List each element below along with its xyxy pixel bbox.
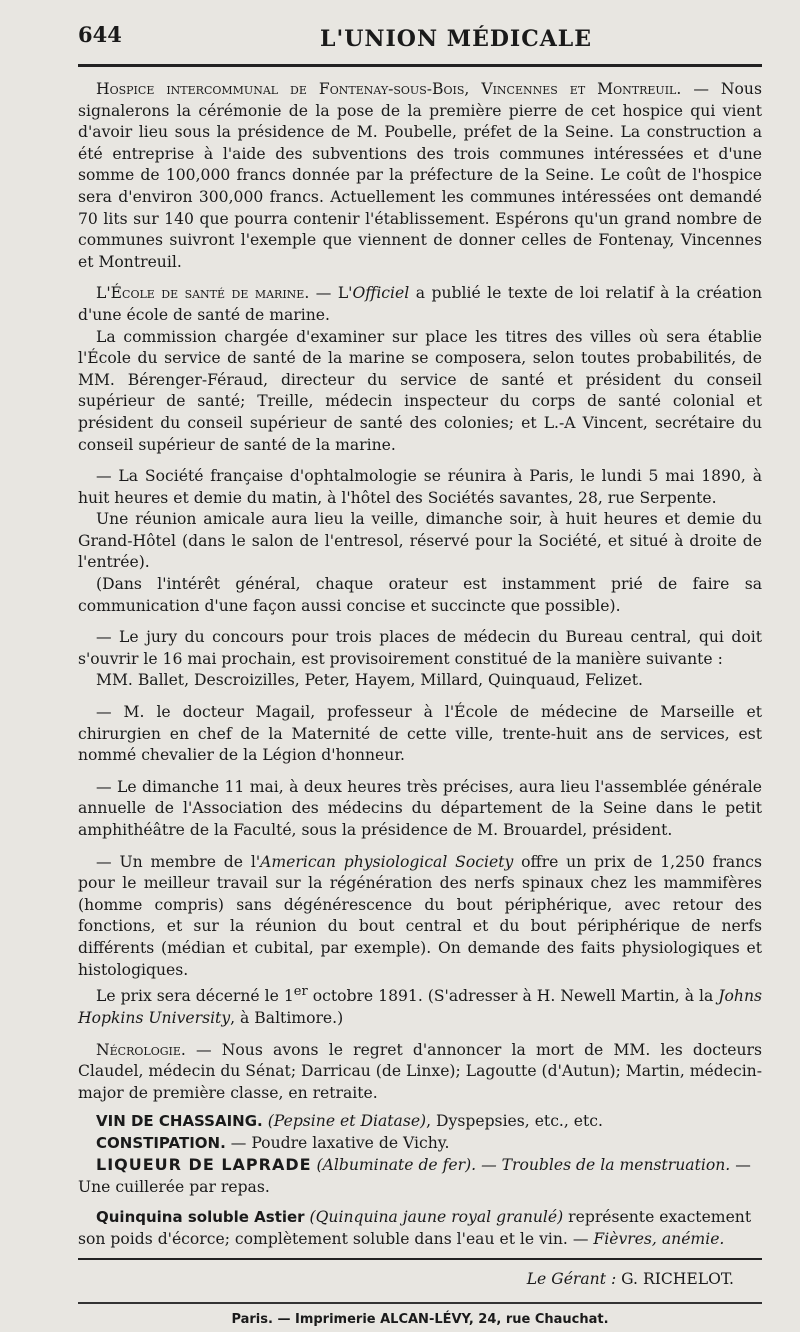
journal-title: L'UNION MÉDICALE — [320, 26, 593, 52]
magail-paragraph: — M. le docteur Magail, professeur à l'École de médecine de Marseille et chirurgien en chef de la Maternité de cette ville, trente-huit ans de services, est nommé chevalier de la Légion d'honneur. — [78, 703, 762, 765]
printer-rule — [78, 1302, 762, 1304]
hospice-paragraph — [78, 79, 762, 273]
interet-paragraph: (Dans l'intérêt général, chaque orateur est instamment prié de faire sa communication d'une façon aussi concise et succincte que possible). — [78, 575, 762, 615]
ad-chassaing-name: VIN DE CHASSAING. — [96, 1112, 263, 1131]
ecole-officiel: Officiel — [352, 284, 410, 303]
prix-paragraph — [78, 981, 762, 1029]
ad-chassaing — [78, 1110, 762, 1132]
prix-mid: octobre 1891. (S'adresser à H. Newell Martin, à la — [307, 987, 719, 1006]
ad-constipation — [78, 1132, 762, 1154]
ad-constipation-name: CONSTIPATION. — [96, 1134, 226, 1153]
ad-laprade — [78, 1154, 762, 1198]
ad-constipation-text: — Poudre laxative de Vichy. — [225, 1134, 450, 1153]
jury-names: MM. Ballet, Descroizilles, Peter, Hayem, Millard, Quinquaud, Felizet. — [96, 671, 643, 690]
ad-quinquina-text: représente exactement son poids d'écorce; complètement soluble dans l'eau et le vin. — — [78, 1208, 752, 1249]
necrologie-title: Nécrologie. — [96, 1040, 186, 1059]
ecole-text-pre: — L' — [315, 284, 353, 303]
prix-pre: Le prix sera décerné le 1 — [96, 987, 294, 1006]
prix-post: , à Baltimore.) — [230, 1008, 344, 1027]
commission-paragraph: La commission chargée d'examiner sur place les titres des villes où sera établie l'École du service de santé de la marine se composera, selon toutes probabilités, de MM. Bérenger-Féraud, directeur du service de santé et président du conseil supérieur de santé; Treille, médecin inspecteur du corps de santé colonial et président du conseil supérieur de santé des colonies; et L.-A Vincent, secrétaire du conseil supérieur de santé de la marine. — [78, 327, 762, 454]
hospice-title: Hospice intercommunal de Fontenay-sous-Bois, Vincennes et Montreuil. — [96, 80, 682, 98]
ecole-title: L'École de santé de marine. — [96, 284, 310, 303]
prix-university: Johns Hopkins University — [78, 987, 762, 1027]
bottom-rule — [78, 1258, 762, 1260]
ecole-paragraph — [78, 283, 762, 326]
ecole-text-post: a publié le texte de loi relatif à la création d'une école de santé de marine. — [78, 284, 762, 324]
american-paragraph — [78, 852, 762, 982]
jury-paragraph: — Le jury du concours pour trois places de médecin du Bureau central, qui doit s'ouvrir le 16 mai prochain, est provisoirement constitué de la manière suivante : — [78, 628, 762, 668]
ad-laprade-troubles: — Troubles de la menstruation. — [476, 1156, 731, 1175]
ad-quinquina-tail: Fièvres, anémie. — [593, 1230, 725, 1249]
ad-chassaing-paren: (Pepsine et Diatase) — [267, 1112, 427, 1131]
printer-line: Paris. — Imprimerie ALCAN-LÉVY, 24, rue Chauchat. — [231, 1312, 609, 1328]
gerant-line — [78, 1270, 734, 1288]
ad-laprade-name: LIQUEUR DE LAPRADE — [96, 1155, 312, 1175]
necrologie-paragraph — [78, 1040, 762, 1105]
hospice-text: — Nous signalerons la cérémonie de la pose de la première pierre de cet hospice qui vient d'avoir lieu sous la présidence de M. Poubelle, préfet de la Seine. La construction a été entreprise à l'aide des subventions des trois communes intéressées et d'une somme de 100,000 francs donnée par la préfecture de la Seine. Le coût de l'hospice sera d'environ 300,000 francs. Actuellement les communes intéressées ont demandé 70 lits sur 140 que pourra contenir l'établissement. Espérons qu'un grand nombre de communes suivront l'exemple que viennent de donner celles de Fontenay, Vincennes et Montreuil. — [78, 80, 762, 271]
ophtalmo-paragraph: — La Société française d'ophtalmologie se réunira à Paris, le lundi 5 mai 1890, à huit heures et demie du matin, à l'hôtel des Sociétés savantes, 28, rue Serpente. — [78, 467, 762, 507]
ad-quinquina-paren: (Quinquina jaune royal granulé) — [304, 1208, 564, 1227]
page-number: 644 — [78, 22, 122, 47]
header-rule — [78, 64, 762, 67]
ad-chassaing-text: , Dyspepsies, etc., etc. — [426, 1112, 603, 1131]
reunion-paragraph: Une réunion amicale aura lieu la veille, dimanche soir, à huit heures et demie du Grand-Hôtel (dans le salon de l'entresol, réservé pour la Société, et situé à droite de l'entrée). — [78, 510, 762, 572]
gerant-name: G. RICHELOT. — [616, 1270, 734, 1289]
ad-quinquina-name: Quinquina soluble Astier — [96, 1208, 305, 1227]
american-post: offre un prix de 1,250 francs pour le meilleur travail sur la régénération des nerfs spinaux chez les mammifères (homme compris) sans dégénérescence du bout périphérique, avec retour des fonctions, et sur la réunion du bout central et du bout périphérique de nerfs différents (médian et cubital, par exemple). On demande des faits physiologiques et histologiques. — [78, 852, 762, 979]
ad-quinquina — [78, 1206, 762, 1250]
ad-laprade-text: — Une cuillerée par repas. — [78, 1156, 751, 1197]
american-society: American physiological Society — [260, 852, 514, 871]
page-header — [78, 22, 762, 56]
american-pre: — Un membre de l' — [96, 852, 261, 871]
gerant-label: Le Gérant : — [526, 1270, 617, 1289]
necrologie-text: — Nous avons le regret d'annoncer la mort de MM. les docteurs Claudel, médecin du Sénat; Darricau (de Linxe); Lagoutte (d'Autun); Martin, médecin-major de première classe, en retraite. — [78, 1040, 762, 1102]
prix-sup: er — [293, 984, 308, 1000]
ad-laprade-paren: (Albuminate de fer). — [311, 1156, 477, 1175]
dimanche-paragraph: — Le dimanche 11 mai, à deux heures très précises, aura lieu l'assemblée générale annuelle de l'Association des médecins du département de la Seine dans le petit amphithéâtre de la Faculté, sous la présidence de M. Brouardel, président. — [78, 777, 762, 839]
